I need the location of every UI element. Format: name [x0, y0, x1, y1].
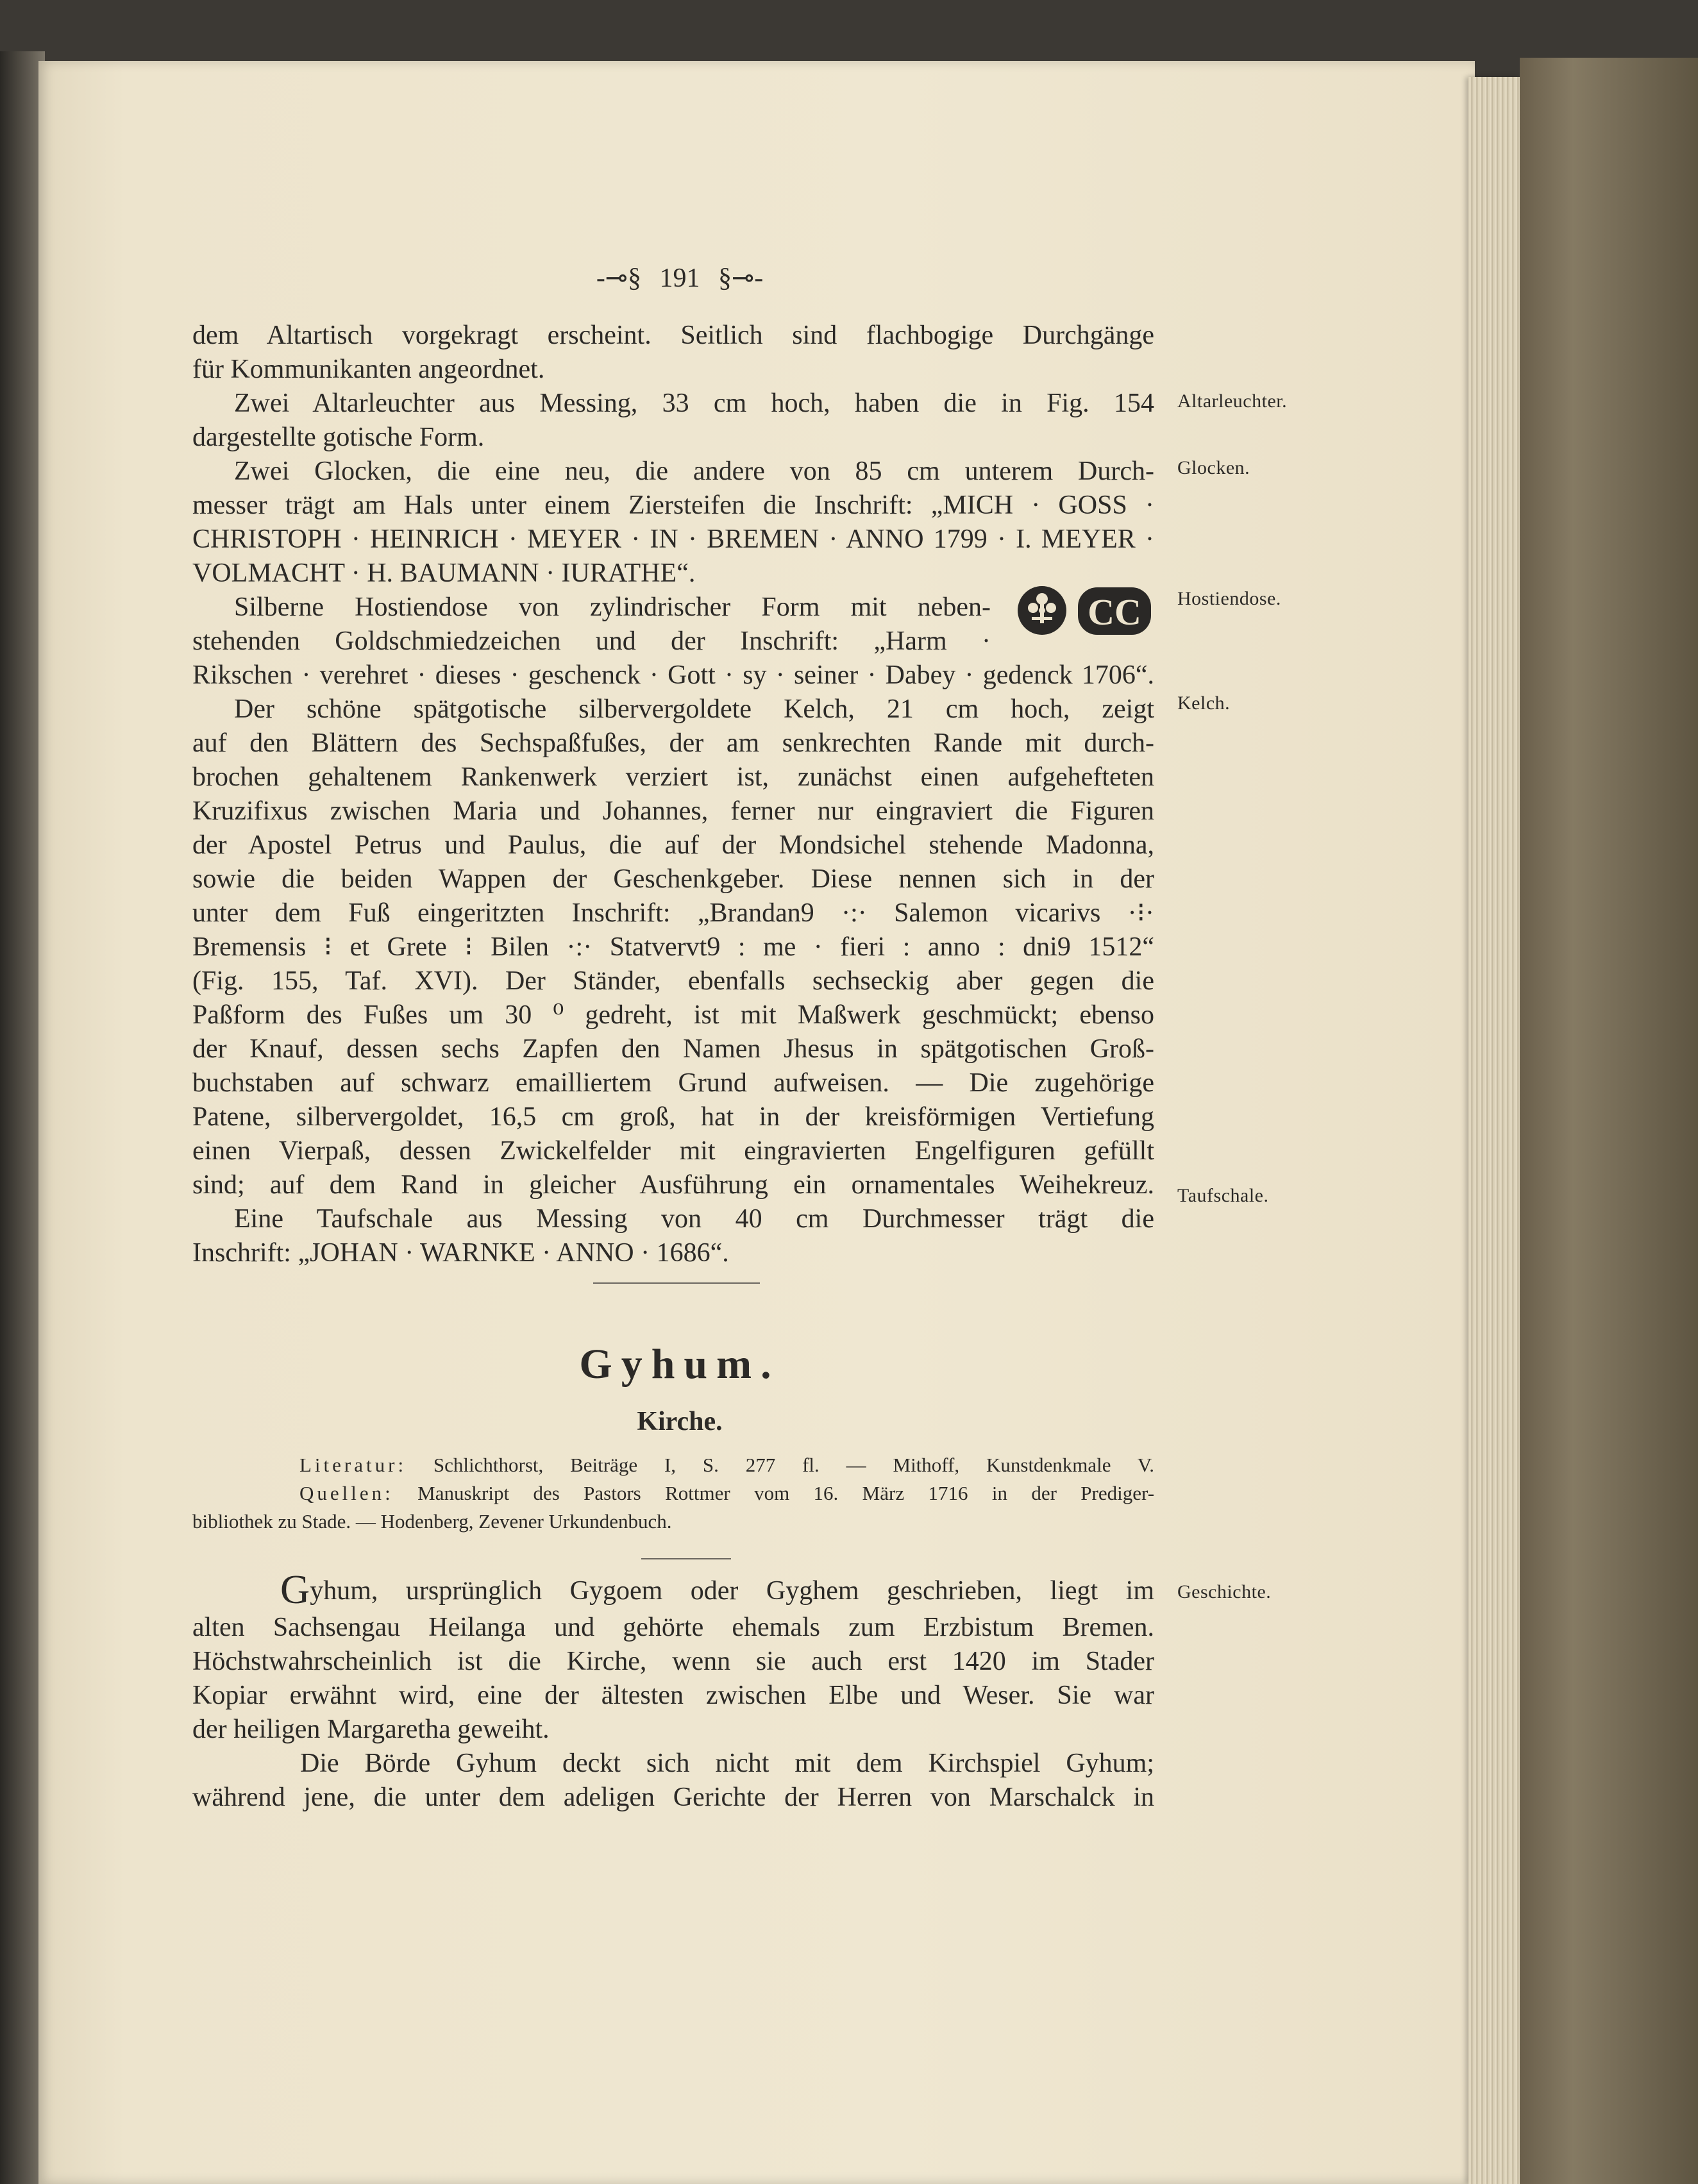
body-line: unter dem Fuß eingeritzten Inschrift: „Brandan9 ·:· Salemon vicarivs ·⁝·: [192, 898, 1154, 928]
literature-label: Literatur:: [299, 1454, 407, 1476]
margin-note-geschichte: Geschichte.: [1177, 1581, 1272, 1602]
margin-note-kelch: Kelch.: [1177, 693, 1231, 714]
body-line: stehenden Goldschmiedzeichen und der Inschrift: „Harm ·: [192, 626, 991, 656]
book-cover-right: [1520, 58, 1698, 2184]
body-line: Zwei Altarleuchter aus Messing, 33 cm hoch, haben die in Fig. 154: [234, 389, 1154, 418]
margin-note-taufschale: Taufschale.: [1177, 1185, 1269, 1206]
body-line: Inschrift: „JOHAN · WARNKE · ANNO · 1686“.: [192, 1238, 729, 1268]
separator-rule: [641, 1558, 731, 1559]
sources-label: Quellen:: [299, 1482, 394, 1504]
church-title: Kirche.: [637, 1407, 723, 1436]
literature-text: Schlichthorst, Beiträge I, S. 277 fl. — Mithoff, Kunstdenkmale V.: [433, 1454, 1154, 1476]
page-edges: [1468, 77, 1520, 2184]
body-line: für Kommunikanten angeordnet.: [192, 355, 545, 384]
body-line: Der schöne spätgotische silbervergoldete Kelch, 21 cm hoch, zeigt: [234, 694, 1154, 724]
body-line: Patene, silbervergoldet, 16,5 cm groß, hat in der kreisförmigen Vertiefung: [192, 1102, 1154, 1132]
page-number-ornament-left: -⊸§: [596, 264, 641, 293]
body-line: der Knauf, dessen sechs Zapfen den Namen Jhesus in spätgotischen Groß-: [192, 1034, 1154, 1064]
sources-line-2: bibliothek zu Stade. — Hodenberg, Zevener Urkundenbuch.: [192, 1510, 672, 1533]
margin-note-altarleuchter: Altarleuchter.: [1177, 391, 1288, 412]
body-line: der Apostel Petrus und Paulus, die auf der Mondsichel stehende Madonna,: [192, 830, 1154, 860]
body-line: CHRISTOPH · HEINRICH · MEYER · IN · BREMEN · ANNO 1799 · I. MEYER ·: [192, 525, 1154, 554]
history-line: Die Börde Gyhum deckt sich nicht mit dem Kirchspiel Gyhum;: [300, 1749, 1154, 1778]
fleur-mark: [1018, 586, 1066, 635]
history-text: yhum, ursprünglich Gygoem oder Gyghem geschrieben, liegt im: [310, 1576, 1154, 1606]
separator-rule: [593, 1282, 760, 1284]
sources-line: [299, 1479, 1154, 1508]
body-line: (Fig. 155, Taf. XVI). Der Ständer, ebenfalls sechseckig aber gegen die: [192, 966, 1154, 996]
page-number-ornament-right: §⊸-: [718, 264, 764, 293]
page-number: [0, 262, 1359, 294]
place-title: Gyhum.: [579, 1341, 780, 1388]
cc-mark: [1078, 587, 1151, 635]
body-line: Eine Taufschale aus Messing von 40 cm Durchmesser trägt die: [234, 1204, 1154, 1234]
margin-note-glocken: Glocken.: [1177, 457, 1250, 478]
body-line: dem Altartisch vorgekragt erscheint. Seitlich sind flachbogige Durchgänge: [192, 321, 1154, 350]
svg-text:CC: CC: [1088, 591, 1141, 633]
body-line: sind; auf dem Rand in gleicher Ausführung ein ornamentales Weihekreuz.: [192, 1170, 1154, 1200]
body-line: buchstaben auf schwarz emailliertem Grund aufweisen. — Die zugehörige: [192, 1068, 1154, 1098]
history-line-first: [280, 1567, 1154, 1612]
literature-line: [299, 1451, 1154, 1479]
body-line: dargestellte gotische Form.: [192, 423, 485, 452]
body-line: Bremensis ⁝ et Grete ⁝ Bilen ·:· Statvervt9 : me · fieri : anno : dni9 1512“: [192, 932, 1154, 962]
body-line: Rikschen · verehret · dieses · geschenck · Gott · sy · seiner · Dabey · gedenck 1706“.: [192, 660, 1154, 690]
body-line: messer trägt am Hals unter einem Ziersteifen die Inschrift: „MICH · GOSS ·: [192, 491, 1154, 520]
goldsmith-marks-image: [1015, 582, 1155, 640]
body-line: einen Vierpaß, dessen Zwickelfelder mit eingravierten Engelfiguren gefüllt: [192, 1136, 1154, 1166]
body-line: sowie die beiden Wappen der Geschenkgeber. Diese nennen sich in der: [192, 864, 1154, 894]
body-line: Paßform des Fußes um 30 ⁰ gedreht, ist mit Maßwerk geschmückt; ebenso: [192, 1000, 1154, 1030]
sources-text: Manuskript des Pastors Rottmer vom 16. März 1716 in der Prediger-: [417, 1482, 1155, 1504]
body-line: brochen gehaltenem Rankenwerk verziert ist, zunächst einen aufgehefteten: [192, 762, 1154, 792]
history-line: während jene, die unter dem adeligen Gerichte der Herren von Marschalck in: [192, 1783, 1154, 1812]
drop-initial: G: [280, 1567, 310, 1612]
body-line: auf den Blättern des Sechspaßfußes, der am senkrechten Rande mit durch-: [192, 728, 1154, 758]
history-line: der heiligen Margaretha geweiht.: [192, 1715, 550, 1744]
body-line: VOLMACHT · H. BAUMANN · IURATHE“.: [192, 559, 696, 588]
history-line: alten Sachsengau Heilanga und gehörte ehemals zum Erzbistum Bremen.: [192, 1613, 1154, 1642]
history-line: Kopiar erwähnt wird, eine der ältesten zwischen Elbe und Weser. Sie war: [192, 1681, 1154, 1710]
page-number-value: 191: [659, 264, 700, 293]
body-line: Silberne Hostiendose von zylindrischer Form mit neben-: [234, 592, 991, 622]
body-line: Kruzifixus zwischen Maria und Johannes, ferner nur eingraviert die Figuren: [192, 796, 1154, 826]
history-line: Höchstwahrscheinlich ist die Kirche, wenn sie auch erst 1420 im Stader: [192, 1647, 1154, 1676]
margin-note-hostiendose: Hostiendose.: [1177, 588, 1281, 609]
body-line: Zwei Glocken, die eine neu, die andere von 85 cm unterem Durch-: [234, 457, 1154, 486]
